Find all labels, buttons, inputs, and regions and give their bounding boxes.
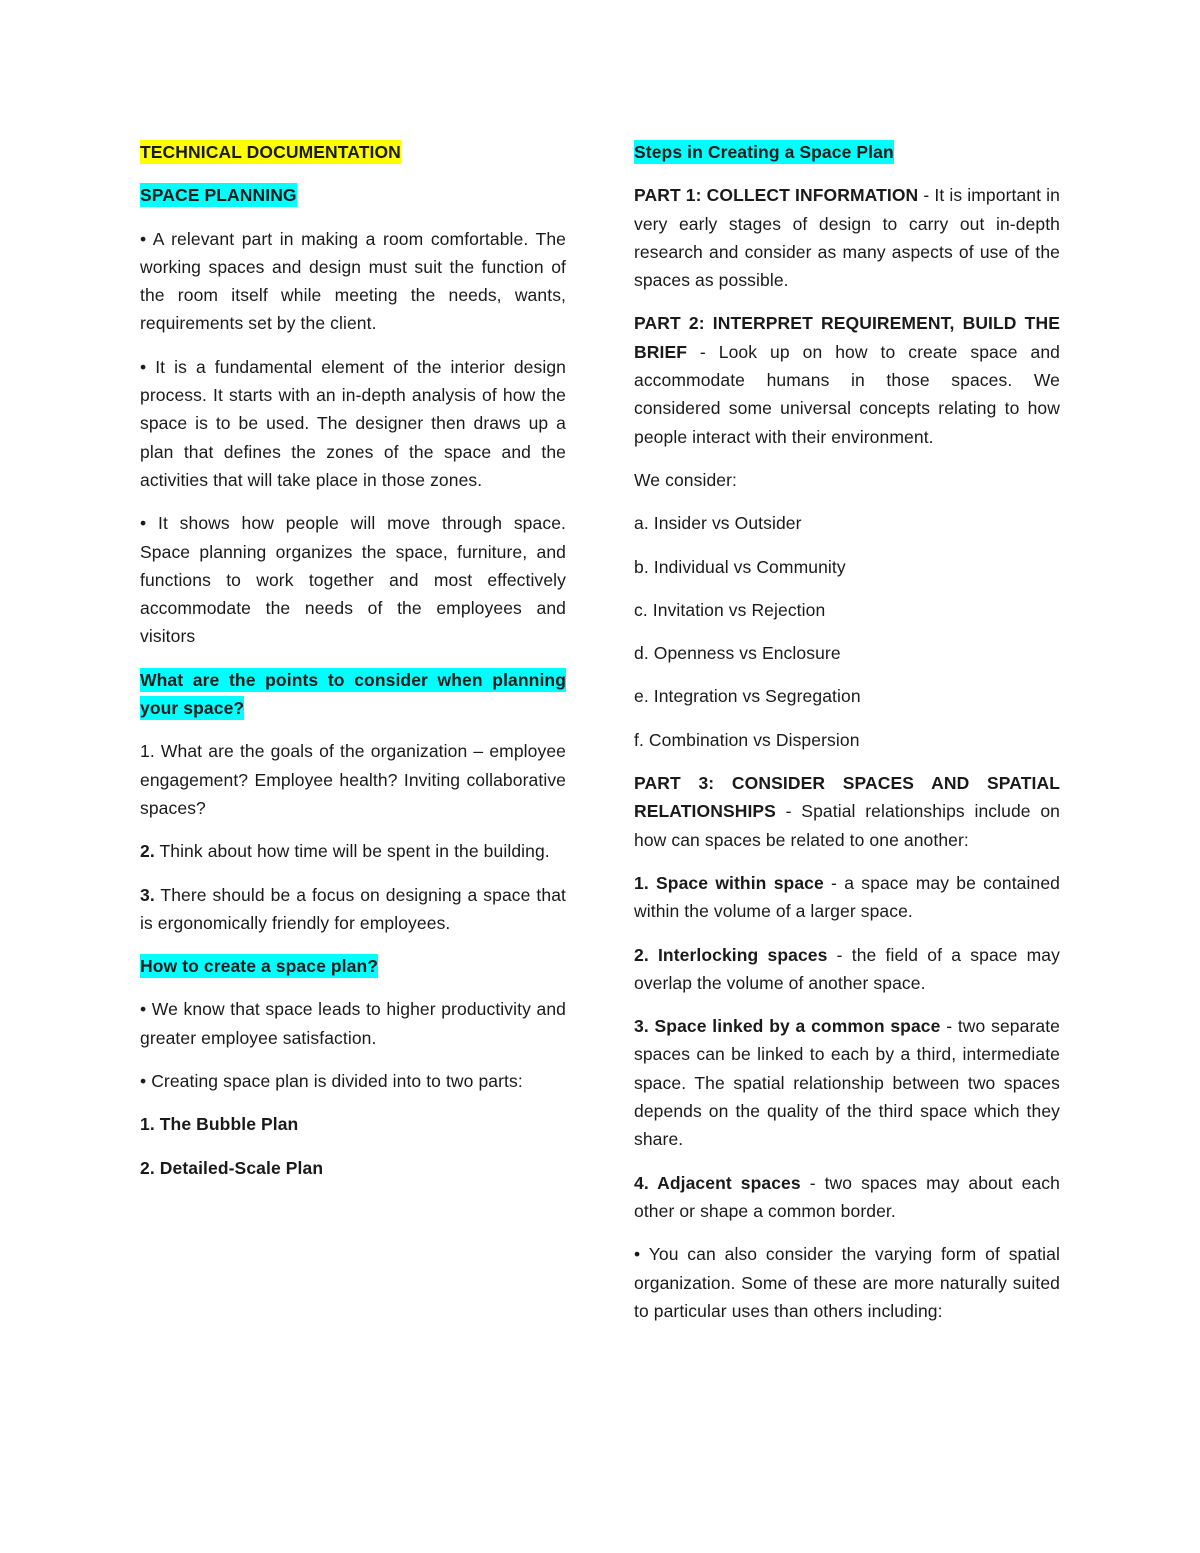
point-number: 1. [140, 741, 155, 762]
section-title-line [140, 181, 566, 209]
point-1 [140, 737, 566, 822]
part-3-label: PART 3: CONSIDER SPACES AND SPATIAL RELATIONSHIPS [634, 773, 1060, 822]
relationship-label: 1. Space within space [634, 872, 824, 893]
consideration-item: e. Integration vs Segregation [634, 686, 861, 707]
relationship-1 [634, 869, 1060, 926]
space-planning-bullet-1: • A relevant part in making a room comfortable. The working spaces and design must suit the function of the room itself while meeting the needs, wants, requirements set by the client. [140, 228, 566, 334]
create-bullet-2: • Creating space plan is divided into to two parts: [140, 1071, 523, 1092]
point-2 [140, 837, 566, 865]
point-number: 3. [140, 884, 155, 905]
create-bullet-1: • We know that space leads to higher productivity and greater employee satisfaction. [140, 999, 566, 1048]
space-planning-bullet-2: • It is a fundamental element of the interior design process. It starts with an in-depth analysis of how the space is to be used. The designer then draws up a plan that defines the zones of the space and the activities that will take place in those zones. [140, 356, 566, 490]
part-1 [634, 181, 1060, 294]
right-column [634, 138, 1060, 1340]
consideration-item: c. Invitation vs Rejection [634, 599, 826, 620]
create-heading-line [140, 952, 566, 980]
consideration-item: f. Combination vs Dispersion [634, 729, 860, 750]
consideration-item: a. Insider vs Outsider [634, 513, 802, 534]
relationship-label: 4. Adjacent spaces [634, 1172, 801, 1193]
relationship-2 [634, 941, 1060, 998]
point-text: Think about how time will be spent in the building. [154, 841, 550, 862]
relationship-text: - two spaces may about each other or shape a common border. [634, 1172, 1060, 1221]
points-heading-line [140, 666, 566, 723]
consideration-item: b. Individual vs Community [634, 556, 846, 577]
point-number: 2. [140, 841, 155, 862]
section-title: SPACE PLANNING [140, 185, 297, 206]
relationship-text: - a space may be contained within the volume of a larger space. [634, 872, 1060, 922]
part-2-text: - Look up on how to create space and accommodate humans in those spaces. We considered some universal concepts relating to how people interact with their environment. [634, 341, 1060, 447]
part-2-label: PART 2: INTERPRET REQUIREMENT, BUILD THE BRIEF [634, 313, 1060, 362]
consideration-item: d. Openness vs Enclosure [634, 643, 841, 664]
point-text: What are the goals of the organization – employee engagement? Employee health? Inviting collaborative spaces? [140, 741, 566, 818]
plan-item-1: 1. The Bubble Plan [140, 1114, 299, 1135]
relationship-label: 2. Interlocking spaces [634, 944, 828, 965]
part-3 [634, 769, 1060, 854]
doc-title: TECHNICAL DOCUMENTATION [140, 142, 401, 162]
steps-heading-line [634, 138, 1060, 166]
relationship-text: - the field of a space may overlap the volume of another space. [634, 944, 1060, 993]
plan-item-2: 2. Detailed-Scale Plan [140, 1157, 324, 1178]
relationship-4 [634, 1169, 1060, 1226]
points-heading: What are the points to consider when planning your space? [140, 669, 566, 719]
we-consider: We consider: [634, 469, 738, 490]
doc-title-line [140, 138, 566, 166]
spatial-organization-bullet: • You can also consider the varying form of spatial organization. Some of these are more naturally suited to particular uses than others including: [634, 1244, 1060, 1321]
part-1-text: - It is important in very early stages of design to carry out in-depth research and consider as many aspects of use of the spaces as possible. [634, 185, 1060, 291]
create-heading: How to create a space plan? [140, 956, 379, 977]
relationship-3 [634, 1012, 1060, 1153]
part-1-label: PART 1: COLLECT INFORMATION [634, 185, 919, 206]
part-3-text: - Spatial relationships include on how can spaces be related to one another: [634, 801, 1060, 850]
relationship-label: 3. Space linked by a common space [634, 1016, 941, 1037]
relationship-text: - two separate spaces can be linked to each by a third, intermediate space. The spatial relationship between two spaces depends on the quality of the third space which they share. [634, 1016, 1060, 1150]
steps-heading: Steps in Creating a Space Plan [634, 142, 894, 162]
space-planning-bullet-3: • It shows how people will move through space. Space planning organizes the space, furniture, and functions to work together and most effectively accommodate the needs of the employees and visitors [140, 513, 566, 647]
point-3 [140, 881, 566, 938]
point-text: There should be a focus on designing a space that is ergonomically friendly for employees. [140, 884, 566, 933]
part-2 [634, 309, 1060, 450]
left-column [140, 138, 566, 1197]
